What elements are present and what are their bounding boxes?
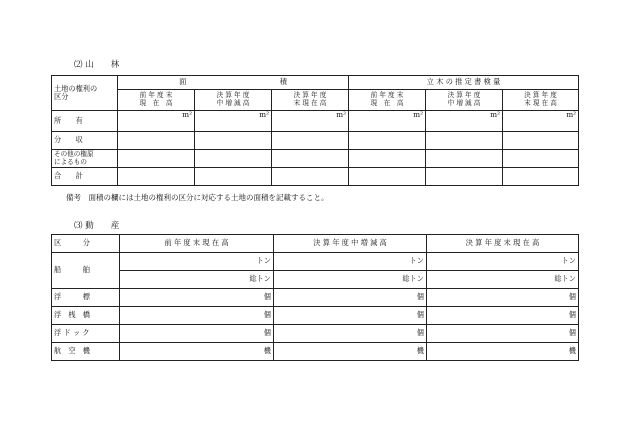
forest-table [51, 75, 579, 186]
forest-cell [195, 132, 272, 150]
forest-subheader: 決 算 年 度 中 増 減 高 [195, 90, 272, 111]
movables-unit-cell: 個 [427, 307, 579, 325]
forest-cell [349, 168, 426, 186]
movables-unit-cell: 個 [274, 307, 427, 325]
forest-unit-cell: m² [426, 111, 503, 132]
movables-row-label: 浮 標 [52, 289, 120, 307]
forest-unit-cell: m² [272, 111, 349, 132]
ship-gross-ton-cell: 総トン [120, 271, 274, 289]
forest-subheader: 決 算 年 度 末 現 在 高 [272, 90, 349, 111]
movables-unit-cell: 個 [120, 325, 274, 343]
forest-subheader: 決 算 年 度 末 現 在 高 [503, 90, 579, 111]
movables-row-label: 浮 ド ッ ク [52, 325, 120, 343]
movables-unit-cell: 個 [274, 325, 427, 343]
movables-row-label: 航 空 機 [52, 343, 120, 361]
forest-unit-cell: m² [503, 111, 579, 132]
forest-cell [426, 132, 503, 150]
forest-subheader: 決 算 年 度 中 増 減 高 [426, 90, 503, 111]
forest-row-label: 所 有 [52, 111, 118, 132]
forest-subheader: 前 年 度 末 現 在 高 [118, 90, 195, 111]
movables-unit-cell: 個 [427, 289, 579, 307]
forest-cell [118, 168, 195, 186]
forest-cell [503, 132, 579, 150]
forest-cell [503, 150, 579, 168]
forest-cell [349, 132, 426, 150]
forest-cell [426, 150, 503, 168]
movables-column-header: 決 算 年 度 末 現 在 高 [427, 235, 579, 253]
forest-cell [272, 168, 349, 186]
movables-unit-cell: 個 [120, 307, 274, 325]
ship-label: 船 舶 [52, 253, 120, 289]
movables-row-label: 浮 桟 橋 [52, 307, 120, 325]
movables-table [51, 234, 579, 361]
forest-heading: ⑵ 山 林 [74, 60, 120, 70]
forest-row-label: 分 収 [52, 132, 118, 150]
remarks-note: 備考 面積の欄には土地の権利の区分に対応する土地の面積を記載すること。 [66, 193, 329, 202]
forest-cell [272, 150, 349, 168]
ship-gross-ton-cell: 総トン [274, 271, 427, 289]
forest-cell [195, 150, 272, 168]
forest-row-label: その他の権原 によるもの [52, 150, 118, 168]
movables-heading: ⑶ 動 産 [74, 221, 120, 231]
ship-gross-ton-cell: 総トン [427, 271, 579, 289]
movables-unit-cell: 機 [120, 343, 274, 361]
forest-cell [118, 132, 195, 150]
ship-ton-cell: トン [274, 253, 427, 271]
movables-unit-cell: 個 [427, 325, 579, 343]
forest-timber-group-header: 立 木 の 推 定 書 検 量 [349, 76, 579, 90]
movables-unit-cell: 機 [274, 343, 427, 361]
movables-unit-cell: 個 [274, 289, 427, 307]
forest-unit-cell: m² [118, 111, 195, 132]
forest-cell [272, 132, 349, 150]
forest-row-header: 土地の権利の 区分 [52, 76, 118, 111]
movables-column-header: 前 年 度 末 現 在 高 [120, 235, 274, 253]
movables-unit-cell: 機 [427, 343, 579, 361]
forest-cell [426, 168, 503, 186]
forest-area-group-header: 面 積 [118, 76, 349, 90]
forest-cell [195, 168, 272, 186]
ship-ton-cell: トン [120, 253, 274, 271]
forest-subheader: 前 年 度 末 現 在 高 [349, 90, 426, 111]
movables-column-header: 決 算 年 度 中 増 減 高 [274, 235, 427, 253]
movables-unit-cell: 個 [120, 289, 274, 307]
movables-header-label: 区 分 [52, 235, 120, 253]
ship-ton-cell: トン [427, 253, 579, 271]
forest-unit-cell: m² [349, 111, 426, 132]
forest-row-label: 合 計 [52, 168, 118, 186]
forest-unit-cell: m² [195, 111, 272, 132]
forest-cell [503, 168, 579, 186]
forest-cell [349, 150, 426, 168]
forest-cell [118, 150, 195, 168]
